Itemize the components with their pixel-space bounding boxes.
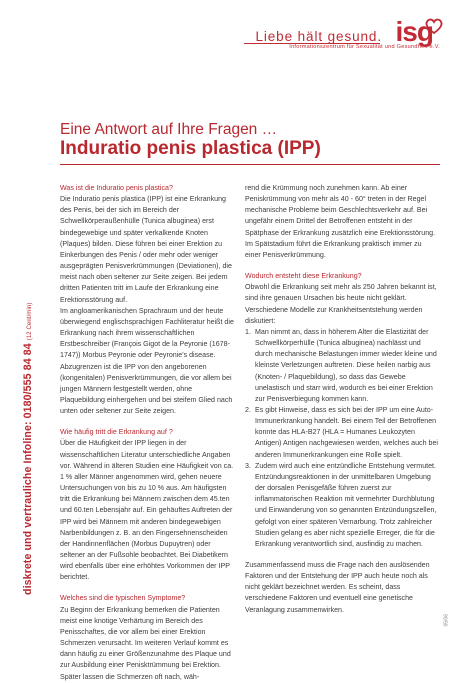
logo-mark: isg (395, 16, 433, 47)
document-code: 05/06 (444, 614, 450, 627)
section-heading: Welches sind die typischen Symptome? (60, 594, 186, 603)
paragraph: Die Induratio penis plastica (IPP) ist eine Erkrankung des Penis, bei der sich im Bereich der Schwellkörperaußenhülle (Tunica albuginea) erst bindegewebige und später verkalkende Knoten (Plaques) bilden. Diese führen bei einer Erektion zu Einkerbungen des Penis / oder mehr oder weniger ausgeprägten Penisverkrümmungen (Deviationen), die meist nach oben seltener zur Seite zeigen. Bei jedem dritten Patienten tritt im Laufe der Erkrankung eine Erektionsstörung auf. (60, 195, 232, 304)
right-column (245, 183, 438, 616)
infoline-sidebar (22, 303, 34, 595)
list-item-text: Zudem wird auch eine entzündliche Entstehung vermutet. Entzündungsreaktionen in der unmittelbaren Umgebung der dorsalen Penisgefäße führen zuerst zur inflammatorischen Reaktion mit vermehrter Durchblutung und Einwanderung von so genannten Entzündungszellen, gefolgt von einer späteren Vernarbung. Trotz zahlreicher Studien gelang es aber nicht spezielle Erreger, die für die Erkrankung verantwortlich sind, ausfindig zu machen. (255, 461, 437, 548)
paragraph: Über die Häufigkeit der IPP liegen in der wissenschaftlichen Literatur unterschiedliche Angaben vor. Während in älteren Studien eine Häufigkeit von ca. 1 % aller Männer angenommen wird, gehen neuere Untersuchungen von bis zu 10 % aus. Am häufigsten tritt die Erkrankung bei Männern zwischen dem 45.ten und 60.ten Lebensjahr auf. Ein gehäuftes Auftreten der IPP wird bei Männern mit anderen bindegewebigen Narbenbildungen z. B. an den Fingersehnenscheiden der Handinnenflächen (Morbus Dupuytren) oder seltener an der Fußsohle beobachtet. Bei Diabetikern wird ebenfalls über eine erhöhtes Vorkommen der IPP berichtet. (60, 439, 234, 582)
title-divider (60, 164, 440, 165)
list-item-text: Man nimmt an, dass in höherem Alter die Elastizität der Schwellkörperhülle (Tunica albuginea) nachlässt und durch mechanische Belastungen immer wieder kleine und kleinste Verletzungen auftreten. Diese heilen narbig aus (Knoten- / Plaquebildung), so dass das Gewebe unelastisch und starr wird, wodurch es bei einer Erektion zur Penisverbiegung kommen kann. (255, 327, 437, 403)
numbered-list (245, 405, 438, 461)
infoline-price: (12 Cent/min) (27, 302, 33, 341)
spacer (245, 261, 438, 271)
spacer (60, 417, 236, 427)
spacer (60, 583, 236, 593)
paragraph: Zu Beginn der Erkrankung bemerken die Patienten meist eine knotige Verhärtung im Bereich des Penisschaftes, die vor allem bei einer Erektion Schmerzen verursacht. Im weiteren Verlauf kommt es dann häufig zu einer Größenzunahme des Plaque und zur Ausbildung einer Penisktrümmung bei Erektion. Später lassen die Schmerzen oft nach, wäh- (60, 605, 231, 681)
page-title: Induratio penis plastica (IPP) (60, 138, 321, 159)
logo-subtitle: Informationszentrum für Sexualität und Gesundheit e.V. (289, 44, 440, 50)
list-item (245, 461, 438, 550)
spacer (245, 550, 438, 560)
list-number: 1. (245, 327, 251, 336)
numbered-list (245, 327, 438, 405)
infoline-text: diskrete und vertrauliche Infoline: 0180/555 84 84 (22, 343, 34, 595)
list-item (245, 405, 438, 461)
heart-icon (424, 16, 444, 36)
list-number: 3. (245, 461, 251, 470)
list-item (245, 327, 438, 405)
section-heading: Was ist die Induratio penis plastica? (60, 184, 173, 192)
numbered-list (245, 461, 438, 550)
section-heading: Wodurch entsteht diese Erkrankung? (245, 272, 362, 281)
list-item-text: Es gibt Hinweise, dass es sich bei der IPP um eine Auto-Immunerkrankung handelt. Bei einem Teil der Betroffenen konnte das HLA-B27 (HLA = Humanes Leukozyten Antigen) Antigen nachgewiesen werden, welches auch bei anderen Immunerkrankungen eine Rolle spielt. (255, 405, 438, 459)
left-column (60, 183, 236, 683)
paragraph: Zusammenfassend muss die Frage nach den auslösenden Faktoren und der Entstehung der IPP auch heute noch als nicht geklärt bezeichnet werden. Es scheint, dass verschiedene Faktoren und eventuell eine genetische Veranlagung zusammenwirken. (245, 561, 430, 614)
paragraph: Im angloamerikanischen Sprachraum und der heute überwiegend englischsprachigen Fachliteratur heißt die Erkrankung nach ihrem wissenschaftlichen Erstbeschreiber (François Gigot de la Peyronie (1678-1747)) Morbus Peyronie oder Peyronie's disease. Abzugrenzen ist die IPP von den angeborenen (kongenitalen) Penisverkrümmungen, die vor allem bei jungen Männern festgestellt werden, ohne Plaquebildung einhergehen und bei steifem Glied nach unten oder seltener zur Seite zeigen. (60, 306, 234, 416)
section-heading: Wie häufig tritt die Erkrankung auf ? (60, 428, 173, 437)
logo-slogan: Liebe hält gesund. (255, 29, 382, 44)
list-number: 2. (245, 405, 251, 414)
paragraph: rend die Krümmung noch zunehmen kann. Ab einer Peniskrümmung von mehr als 40 - 60° treten in der Regel mechanische Probleme beim Geschlechtsverkehr auf. Bei ungefähr einem Drittel der Betroffenen entsteht in der Spätphase der Erkrankung zusätzlich eine Erektionsstörung. Im Spätstadium führt die Erkrankung praktisch immer zu einer Penisverkrümmung. (245, 184, 436, 259)
page-eyebrow: Eine Antwort auf Ihre Fragen … (60, 121, 278, 138)
paragraph: Obwohl die Erkrankung seit mehr als 250 Jahren bekannt ist, sind ihre genauen Ursachen bis heute nicht geklärt. Verschiedene Modelle zur Krankheitsentstehung werden diskutiert: (245, 283, 437, 325)
